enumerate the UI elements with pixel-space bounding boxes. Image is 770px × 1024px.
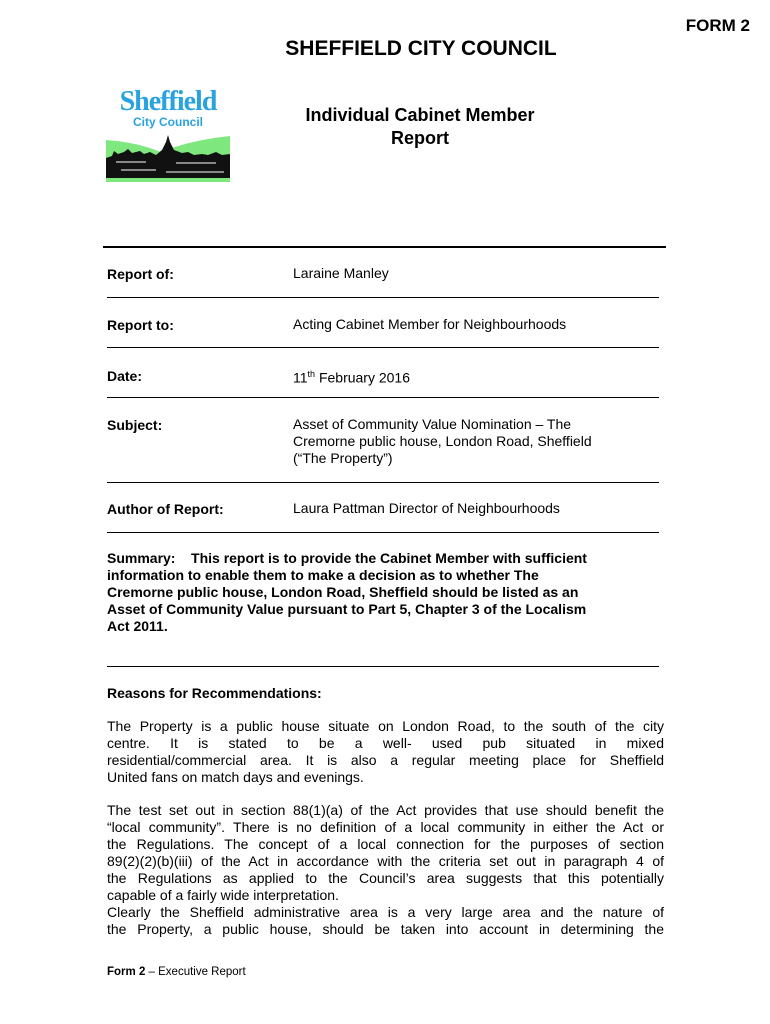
paragraph-line: United fans on match days and evenings. <box>107 769 364 785</box>
report-title <box>270 104 570 150</box>
paragraph-2 <box>107 802 664 938</box>
paragraph-line: centre. It is stated to be a well- used pub situated in mixed <box>107 735 664 751</box>
form-number: FORM 2 <box>685 16 750 35</box>
summary-line: Act 2011. <box>107 618 168 634</box>
paragraph-line: “local community”. There is no definition of a local community in either the Act or <box>107 819 664 835</box>
subject-line: (“The Property”) <box>293 450 393 466</box>
divider <box>107 482 659 483</box>
logo-subtitle: City Council <box>132 115 204 129</box>
reasons-heading: Reasons for Recommendations: <box>107 685 322 701</box>
council-title: SHEFFIELD CITY COUNCIL <box>285 37 557 60</box>
subject-label: Subject: <box>107 417 163 433</box>
paragraph-line: residential/commercial area. It is also a regular meeting place for Sheffield <box>107 752 664 768</box>
divider <box>107 666 659 667</box>
paragraph-line: the Regulations as applied to the Council’s area suggests that this potentially <box>107 870 664 886</box>
sheffield-city-council-logo <box>106 84 230 184</box>
report-to-value: Acting Cabinet Member for Neighbourhoods <box>293 316 567 332</box>
subject-line: Asset of Community Value Nomination – The <box>293 416 572 432</box>
divider <box>107 532 659 533</box>
summary <box>107 550 647 635</box>
paragraph-line: 89(2)(2)(b)(iii) of the Act in accordance with the criteria set out in paragraph 4 of <box>107 853 664 869</box>
footer-form: Form 2 <box>107 966 146 978</box>
report-of-value: Laraine Manley <box>293 265 389 281</box>
header-divider <box>103 246 666 248</box>
divider <box>107 397 659 398</box>
date-day: 11 <box>293 369 308 386</box>
paragraph-line: capable of a fairly wide interpretation. <box>107 887 339 903</box>
page-footer <box>107 966 246 978</box>
paragraph-line: The test set out in section 88(1)(a) of the Act provides that use should benefit the <box>107 802 664 818</box>
date-label: Date: <box>107 368 143 384</box>
date-rest: February 2016 <box>315 369 411 386</box>
summary-line: information to enable them to make a decision as to whether The <box>107 567 539 583</box>
author-label: Author of Report: <box>107 501 224 517</box>
report-title-line: Individual Cabinet Member <box>305 105 535 125</box>
summary-line: Cremorne public house, London Road, Sheffield should be listed as an <box>107 584 579 600</box>
subject-value <box>293 416 653 467</box>
paragraph-1 <box>107 718 664 786</box>
summary-line: Asset of Community Value pursuant to Part 5, Chapter 3 of the Localism <box>107 601 587 617</box>
summary-line: This report is to provide the Cabinet Member with sufficient <box>191 550 587 566</box>
summary-label: Summary: <box>107 550 176 566</box>
paragraph-line: Clearly the Sheffield administrative area is a very large area and the nature of <box>107 904 664 920</box>
report-to-label: Report to: <box>107 317 174 333</box>
date-value <box>293 366 653 387</box>
paragraph-line: The Property is a public house situate on London Road, to the south of the city <box>107 718 664 734</box>
subject-line: Cremorne public house, London Road, Sheffield <box>293 433 592 449</box>
date-suffix: th <box>307 369 316 379</box>
paragraph-line: the Property, a public house, should be taken into account in determining the <box>107 921 664 937</box>
divider <box>107 297 659 298</box>
report-of-label: Report of: <box>107 266 174 282</box>
report-title-line: Report <box>391 128 449 148</box>
author-value: Laura Pattman Director of Neighbourhoods <box>293 500 560 516</box>
logo-wordmark: Sheffield <box>119 86 217 117</box>
divider <box>107 347 659 348</box>
paragraph-line: the Regulations. The concept of a local connection for the purposes of section <box>107 836 664 852</box>
footer-text: – Executive Report <box>145 966 246 978</box>
